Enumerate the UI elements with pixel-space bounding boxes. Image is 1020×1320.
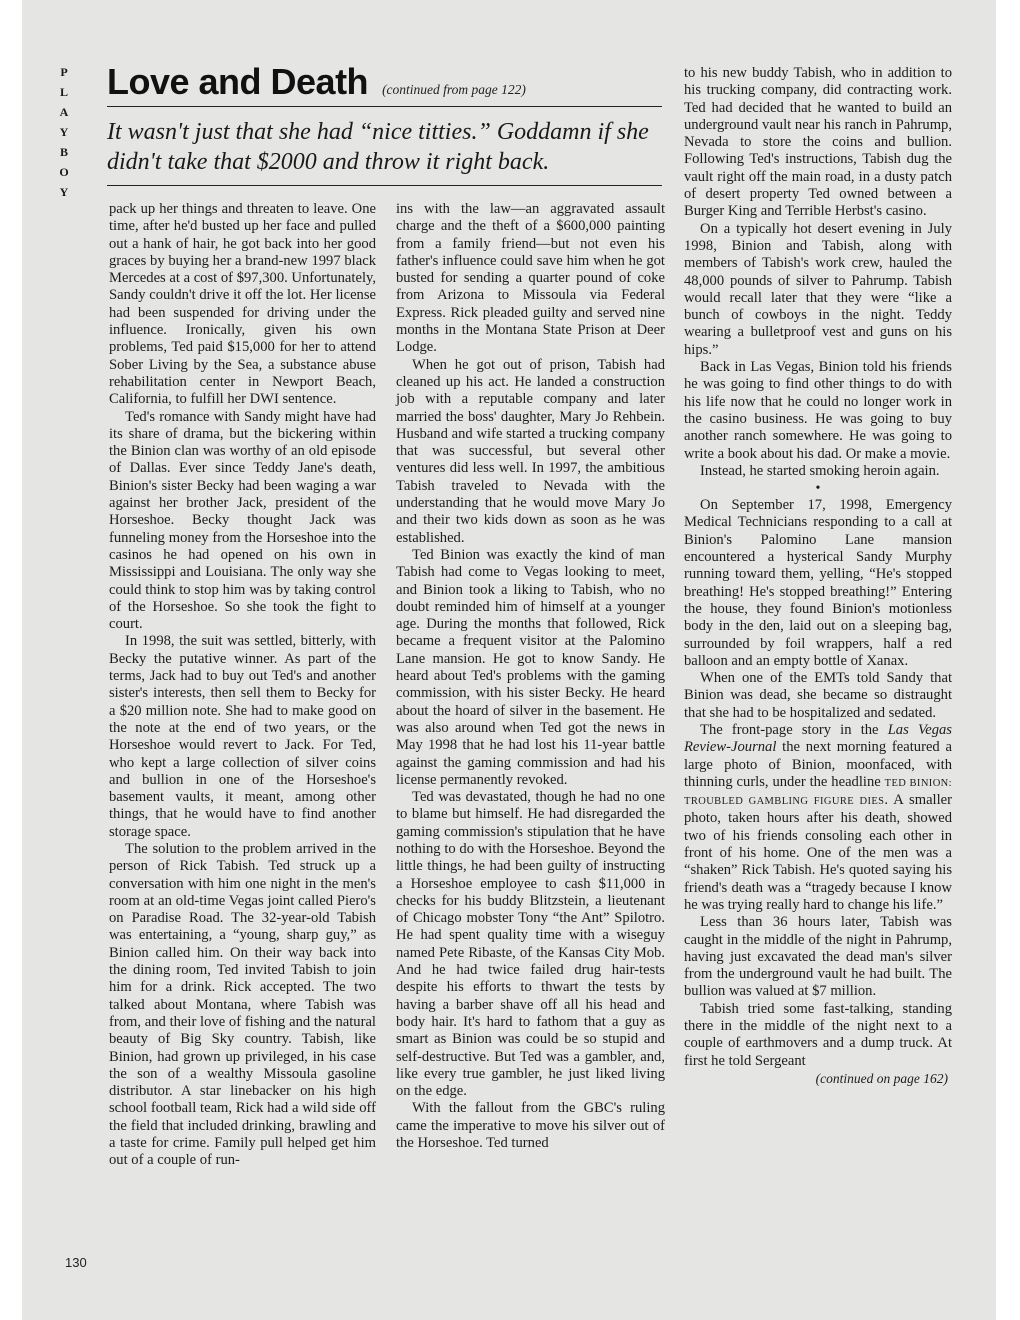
paragraph: On a typically hot desert evening in July 1998, Binion and Tabish, along with members of Tabish's work crew, hauled the 48,000 pounds of silver to Pahrump. Tabish would recall later that they were “like a bunch of cowboys in the night. Teddy wearing a bulletproof vest and guns on his hips.”	[684, 220, 952, 358]
spine-letter: L	[59, 85, 68, 99]
text-column-1	[109, 201, 376, 1170]
page-number: 130	[65, 1255, 87, 1270]
paragraph: Instead, he started smoking heroin again.	[700, 462, 940, 479]
article-header	[107, 62, 662, 186]
paragraph: In 1998, the suit was settled, bitterly, with Becky the putative winner. As part of the terms, Jack had to buy out Ted's and another sister's interests, then sell them to Becky for a $20 million note. She had to make good on the note at the end of two years, or the Horseshoe would revert to Jack. For Ted, who kept a large collection of silver coins and bullion in one of the Horseshoe's basement vaults, it meant, among other things, that he would have to find another storage space.	[109, 633, 376, 840]
continued-on-note: (continued on page 162)	[815, 1070, 948, 1086]
paragraph: pack up her things and threaten to leave. One time, after he'd busted up her face and pulled out a hank of hair, he got back into her good graces by buying her a brand-new 1997 black Mercedes at a cost of $97,300. Unfortunately, Sandy couldn't drive it off the lot. Her license had been suspended for driving under the influence. Ironically, given his own problems, Ted paid $15,000 for her to attend Sober Living by the Sea, a substance abuse rehabilitation center in Newport Beach, California, to fulfill her DWI sentence.	[109, 201, 376, 408]
publication-name: Las Vegas Review-Journal	[684, 721, 952, 756]
paragraph: ins with the law—an aggravated assault charge and the theft of a $600,000 painting from a family friend—but not even his father's influence could save him when he got busted for sending a quarter pound of coke from Arizona to Missoula via Federal Express. Rick pleaded guilty and served nine months in the Montana State Prison at Deer Lodge.	[396, 201, 665, 356]
spine-letter: Y	[59, 125, 69, 139]
paragraph: Ted was devastated, though he had no one to blame but himself. He had disregarded the gaming commission's stipulation that he have nothing to do with the Horseshoe. Beyond the little things, he had been guilty of instructing a Horseshoe employee to cash $11,000 in checks for his buddy Blitzstein, a lieutenant of Chicago mobster Tony “the Ant” Spilotro. He had spent quality time with a wiseguy named Pete Ribaste, of the Kansas City Mob. And he had twice failed drug hair-tests despite his efforts to thwart the tests by having a barber shave off all his head and body hair. It's hard to fathom that a guy as smart as Binion was could be so stupid and self-destructive. But Ted was a gambler, and, like every true gambler, he just liked living on the edge.	[396, 789, 665, 1100]
article-deck: It wasn't just that she had “nice titties.” Goddamn if she didn't take that $2000 and throw it right back.	[107, 119, 649, 175]
text-column-3	[684, 65, 952, 1087]
paragraph: When he got out of prison, Tabish had cleaned up his act. He landed a construction job with a reputable company and later married the boss' daughter, Mary Jo Rehbein. Husband and wife started a trucking company that was successful, but several other ventures did less well. In 1997, the ambitious Tabish traveled to Nevada with the understanding that he would move Mary Jo and their two kids down as soon as he was established.	[396, 356, 665, 546]
article-title: Love and Death	[107, 61, 369, 102]
quoted-headline: TED BINION: TROUBLED GAMBLING FIGURE DIES	[684, 777, 952, 808]
paragraph	[684, 722, 952, 914]
paragraph: to his new buddy Tabish, who in addition to his trucking company, did contracting work. Ted had decided that he wanted to build an underground vault near his ranch in Pahrump, Nevada to store the coins and bullion. Following Ted's instructions, Tabish dug the vault right off the main road, in a dusty patch of desert property Ted owned between a Burger King and Terrible Herbst's casino.	[684, 65, 952, 220]
spine-letter: O	[59, 165, 69, 179]
spine-letter: B	[59, 145, 68, 159]
paragraph: Ted Binion was exactly the kind of man Tabish had come to Vegas looking to meet, and Binion took a liking to Tabish, who no doubt reminded him of himself at a younger age. During the months that followed, Rick became a frequent visitor at the Palomino Lane mansion. He got to know Sandy. He heard about Ted's problems with the gaming commission, with his sister Becky. He heard about the hoard of silver in the basement. He was also around when Ted got the news in May 1998 that he had lost his 11-year battle against the gaming commission and had his license permanently revoked.	[396, 546, 665, 788]
text-run: . A smaller photo, taken hours after his death, showed two of his friends consoling each other in front of his home. One of the men was a “shaken” Rick Tabish. He's quoted saying his friend's death was a “tragedy because I know he was trying really hard to change his life.”	[684, 792, 952, 913]
header-rule	[107, 106, 662, 107]
paragraph: When one of the EMTs told Sandy that Binion was dead, she became so distraught that she had to be hospitalized and sedated.	[684, 670, 952, 721]
spine-letter: Y	[59, 185, 69, 199]
paragraph: Back in Las Vegas, Binion told his friends he was going to find other things to do with his life now that he could no longer work in the casino business. He was going to buy another ranch somewhere. He was going to write a book about his dad. Or make a movie.	[684, 359, 952, 462]
text-run: The front-page story in the	[700, 721, 888, 738]
continued-from-note: (continued from page 122)	[382, 82, 526, 97]
text-column-2	[396, 201, 665, 1152]
spine-letter: P	[60, 65, 68, 79]
text-run: the next morning featured a large photo of Binion, moonfaced, with thinning curls, under the headline	[684, 739, 952, 790]
paragraph: Ted's romance with Sandy might have had its share of drama, but the bickering within the Binion clan was worthy of an old episode of Dallas. Ever since Teddy Jane's death, Binion's sister Becky had been waging a war against her brother Jack, president of the Horseshoe. Becky thought Jack was funneling money from the Horseshoe into the casinos he had opened on his own in Mississippi and Louisiana. The only way she could think to stop him was by taking control of the Horseshoe. So she took the fight to court.	[109, 408, 376, 633]
paragraph: The solution to the problem arrived in the person of Rick Tabish. Ted struck up a conversation with him one night in the men's room at an old-time Vegas joint called Piero's on Paradise Road. The 32-year-old Tabish was entertaining, a “young, sharp guy,” as Binion called him. On their way back into the dining room, Ted invited Tabish to join him for a drink. Rick accepted. The two talked about Montana, where Tabish was from, and their love of fishing and the natural beauty of Big Sky country. Tabish, like Binion, had grown up privileged, in his case the son of a wealthy Missoula gasoline distributor. A star linebacker on his high school football team, Rick had a wild side off the field that included drinking, brawling and a taste for crime. Family pull helped get him out of a couple of run-	[109, 840, 376, 1169]
paragraph: On September 17, 1998, Emergency Medical Technicians responding to a call at Binion's Palomino Lane mansion encountered a hysterical Sandy Murphy running toward them, yelling, “He's stopped breathing! He's stopped breathing!” Entering the house, they found Binion's motionless body in the den, laid out on a sleeping bag, surrounded by foil wrappers, half a red balloon and an empty bottle of Xanax.	[684, 497, 952, 669]
deck-rule	[107, 185, 662, 186]
paragraph: Less than 36 hours later, Tabish was caught in the middle of the night in Pahrump, having just excavated the dead man's silver from the underground vault he had built. The bullion was valued at $7 million.	[684, 914, 952, 1000]
magazine-spine-label	[55, 62, 73, 202]
section-break-bullet: •	[815, 481, 821, 497]
spine-letter: A	[59, 105, 69, 119]
magazine-page	[22, 0, 996, 1320]
paragraph: Tabish tried some fast-talking, standing there in the middle of the night next to a couple of earthmovers and a dump truck. At first he told Sergeant	[684, 1000, 952, 1069]
paragraph: With the fallout from the GBC's ruling came the imperative to move his silver out of the Horseshoe. Ted turned	[396, 1100, 665, 1152]
